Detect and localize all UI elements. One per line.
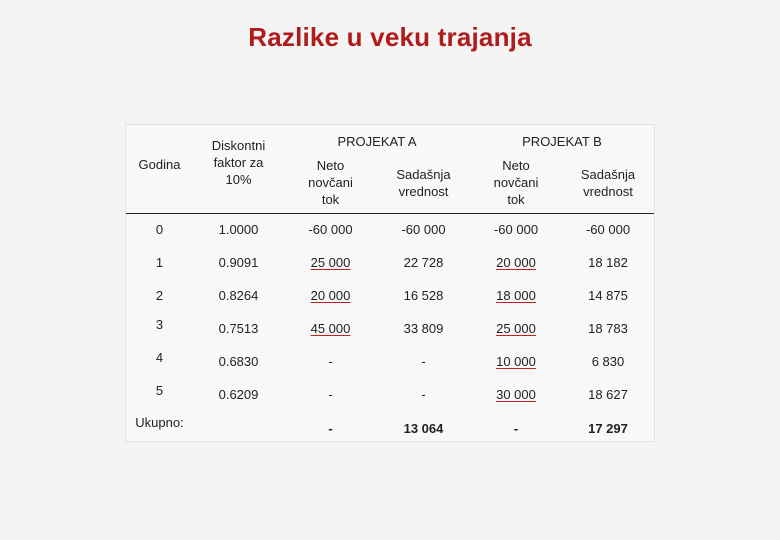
b-cashflow-cell-value: 20 000 xyxy=(496,254,536,270)
col-b-pv-header: Sadašnja vrednost xyxy=(580,166,636,199)
a-present-value-cell-value: - xyxy=(421,353,426,369)
year-cell-value: 3 xyxy=(155,316,164,332)
a-cashflow-cell xyxy=(284,214,377,246)
year-cell xyxy=(126,308,193,341)
b-present-value-cell xyxy=(562,345,654,378)
total-label: Ukupno: xyxy=(135,415,184,430)
b-cashflow-cell xyxy=(470,378,562,411)
a-cashflow-cell-value: - xyxy=(328,353,333,369)
discount-factor-cell xyxy=(193,214,284,246)
b-cashflow-cell-value: -60 000 xyxy=(493,222,539,237)
year-cell xyxy=(126,214,193,246)
a-present-value-cell-value: -60 000 xyxy=(401,222,446,237)
project-b-header: PROJEKAT B xyxy=(522,133,602,149)
b-cashflow-cell xyxy=(470,312,562,345)
b-present-value-cell xyxy=(562,312,654,345)
b-cashflow-cell-value: 10 000 xyxy=(496,353,536,369)
a-cashflow-cell-value: 25 000 xyxy=(310,254,351,270)
year-cell xyxy=(126,246,193,279)
a-present-value-cell xyxy=(377,214,470,246)
year-cell-value: 4 xyxy=(155,349,164,365)
discount-factor-cell-value: 0.9091 xyxy=(218,254,259,270)
a-cashflow-cell-value: -60 000 xyxy=(308,222,353,237)
b-cashflow-cell xyxy=(470,246,562,279)
a-present-value-cell-value: 16 528 xyxy=(403,287,444,303)
b-present-value-cell-value: 18 182 xyxy=(588,254,628,270)
table-row xyxy=(126,345,654,378)
discount-factor-cell-value: 0.7513 xyxy=(218,320,259,336)
b-present-value-cell-value: 18 783 xyxy=(588,320,628,336)
a-present-value-cell xyxy=(377,246,470,279)
b-present-value-cell-value: 14 875 xyxy=(588,287,628,303)
total-a-cashflow: - xyxy=(328,421,333,436)
a-cashflow-cell xyxy=(284,345,377,378)
a-present-value-cell-value: - xyxy=(421,386,426,402)
year-cell xyxy=(126,341,193,374)
b-present-value-cell-value: 18 627 xyxy=(588,386,628,402)
a-present-value-cell xyxy=(377,312,470,345)
discount-factor-cell-value: 0.6209 xyxy=(218,386,259,402)
discount-factor-cell xyxy=(193,378,284,411)
project-a-header: PROJEKAT A xyxy=(337,133,417,149)
table-row xyxy=(126,246,654,279)
total-spacer xyxy=(193,415,284,443)
a-present-value-cell-value: 33 809 xyxy=(403,320,444,336)
total-b-cashflow: - xyxy=(513,421,519,436)
b-present-value-cell xyxy=(562,214,654,246)
a-present-value-cell xyxy=(377,345,470,378)
total-b-pv: 17 297 xyxy=(588,421,628,436)
b-present-value-cell-value: 6 830 xyxy=(591,353,625,369)
b-present-value-cell xyxy=(562,246,654,279)
year-cell-value: 2 xyxy=(155,287,164,303)
a-present-value-cell-value: 22 728 xyxy=(403,254,444,270)
b-present-value-cell xyxy=(562,378,654,411)
b-cashflow-cell-value: 25 000 xyxy=(496,320,536,336)
b-cashflow-cell xyxy=(470,345,562,378)
a-cashflow-cell-value: 20 000 xyxy=(310,287,351,303)
b-present-value-cell-value: -60 000 xyxy=(585,222,631,237)
a-cashflow-cell xyxy=(284,378,377,411)
page-title: Razlike u veku trajanja xyxy=(248,22,532,52)
a-cashflow-cell-value: 45 000 xyxy=(310,320,351,336)
discount-factor-cell-value: 0.6830 xyxy=(218,353,259,369)
table-row xyxy=(126,279,654,312)
b-cashflow-cell xyxy=(470,279,562,312)
col-year-header: Godina xyxy=(138,157,181,173)
total-row xyxy=(126,415,654,443)
b-cashflow-cell-value: 18 000 xyxy=(496,287,536,303)
b-cashflow-cell xyxy=(470,214,562,246)
table-row xyxy=(126,378,654,411)
discount-factor-cell xyxy=(193,246,284,279)
col-a-pv-header: Sadašnja vrednost xyxy=(396,166,451,199)
a-cashflow-cell-value: - xyxy=(328,386,333,402)
discount-factor-cell-value: 1.0000 xyxy=(218,222,259,237)
a-cashflow-cell xyxy=(284,312,377,345)
discount-factor-cell xyxy=(193,279,284,312)
discount-factor-cell-value: 0.8264 xyxy=(218,287,259,303)
a-present-value-cell xyxy=(377,378,470,411)
year-cell-value: 0 xyxy=(155,222,164,237)
a-cashflow-cell xyxy=(284,246,377,279)
discount-factor-cell xyxy=(193,345,284,378)
col-discount-header: Diskontni faktor za 10% xyxy=(211,138,266,188)
b-present-value-cell xyxy=(562,279,654,312)
year-cell xyxy=(126,374,193,407)
a-cashflow-cell xyxy=(284,279,377,312)
discount-factor-cell xyxy=(193,312,284,345)
table-row xyxy=(126,214,654,246)
col-b-cashflow-header: Neto novčani tok xyxy=(493,158,539,208)
npv-table xyxy=(125,124,655,442)
col-a-cashflow-header: Neto novčani tok xyxy=(308,158,353,208)
total-a-pv: 13 064 xyxy=(403,421,444,436)
year-cell-value: 5 xyxy=(155,382,164,398)
table-row xyxy=(126,312,654,345)
year-cell-value: 1 xyxy=(155,254,164,270)
b-cashflow-cell-value: 30 000 xyxy=(496,386,536,402)
a-present-value-cell xyxy=(377,279,470,312)
